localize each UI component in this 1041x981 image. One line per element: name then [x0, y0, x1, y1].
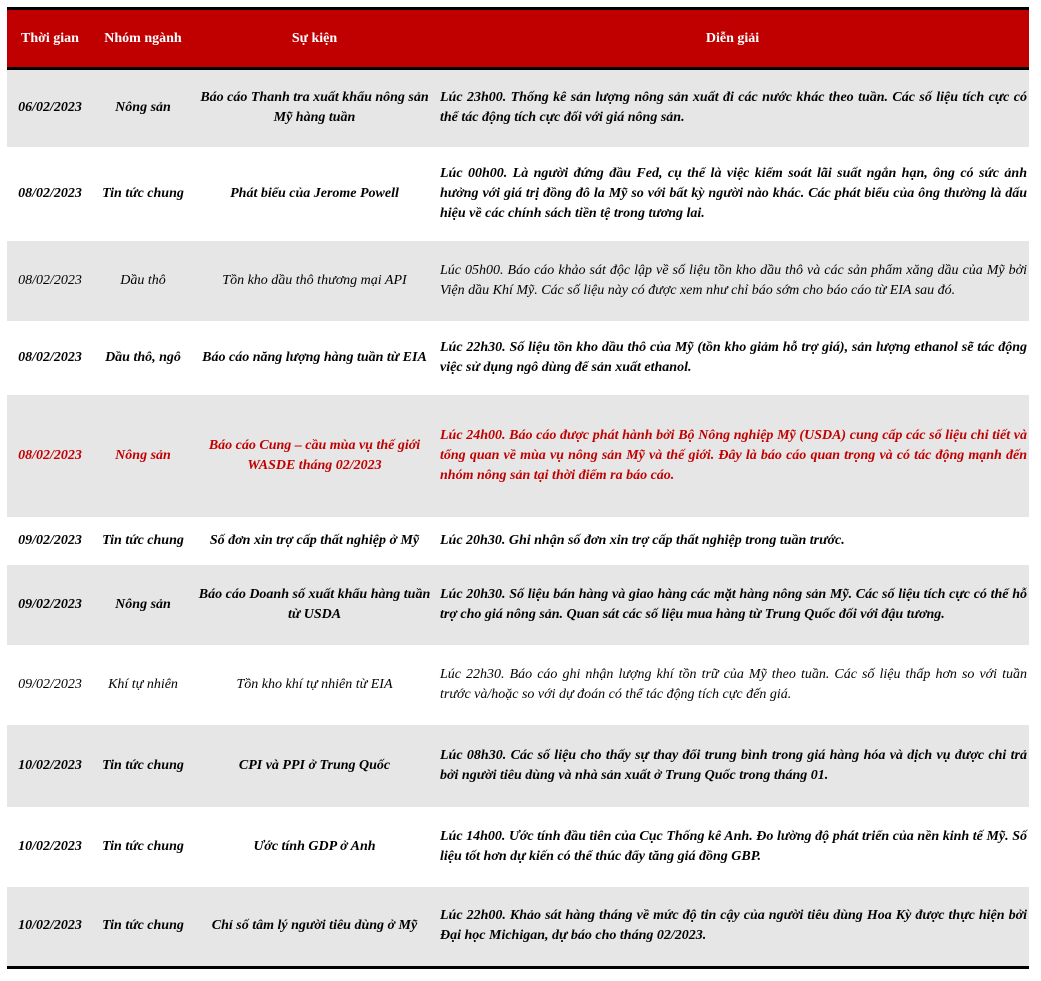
row-group: Dầu thô, ngô [93, 321, 193, 395]
row-description: Lúc 22h30. Báo cáo ghi nhận lượng khí tồn trữ của Mỹ theo tuần. Các số liệu thấp hơn so với tuần trước và/hoặc so với dự đoán có thể tác động tích cực đến giá. [436, 645, 1029, 725]
header-time: Thời gian [7, 9, 93, 69]
table-row [7, 725, 1029, 807]
table-header [7, 9, 1029, 69]
row-date: 09/02/2023 [7, 517, 93, 565]
row-date: 10/02/2023 [7, 887, 93, 968]
row-date: 08/02/2023 [7, 147, 93, 241]
row-group: Nông sản [93, 395, 193, 517]
row-event: Báo cáo Doanh số xuất khẩu hàng tuần từ USDA [193, 565, 436, 645]
row-description: Lúc 22h00. Khảo sát hàng tháng về mức độ tin cậy của người tiêu dùng Hoa Kỳ được thực hiện bởi Đại học Michigan, dự báo cho tháng 02/2023. [436, 887, 1029, 968]
row-description: Lúc 22h30. Số liệu tồn kho dầu thô của Mỹ (tồn kho giảm hỗ trợ giá), sản lượng ethanol sẽ tác động việc sử dụng ngô dùng để sản xuất ethanol. [436, 321, 1029, 395]
row-event: CPI và PPI ở Trung Quốc [193, 725, 436, 807]
row-group: Nông sản [93, 565, 193, 645]
row-description: Lúc 20h30. Ghi nhận số đơn xin trợ cấp thất nghiệp trong tuần trước. [436, 517, 1029, 565]
table-row [7, 887, 1029, 968]
table-body [7, 69, 1029, 968]
row-description: Lúc 05h00. Báo cáo khảo sát độc lập về số liệu tồn kho dầu thô và các sản phẩm xăng dầu của Mỹ bởi Viện dầu Khí Mỹ. Các số liệu này có được xem như chỉ báo sớm cho báo cáo từ EIA sau đó. [436, 241, 1029, 321]
row-group: Tin tức chung [93, 517, 193, 565]
table-row [7, 565, 1029, 645]
row-description: Lúc 20h30. Số liệu bán hàng và giao hàng các mặt hàng nông sản Mỹ. Các số liệu tích cực có thể hỗ trợ cho giá nông sản. Quan sát các số liệu mua hàng từ Trung Quốc đối với đậu tương. [436, 565, 1029, 645]
header-row [7, 9, 1029, 69]
row-event: Báo cáo năng lượng hàng tuần từ EIA [193, 321, 436, 395]
table-row-highlighted [7, 395, 1029, 517]
row-group: Dầu thô [93, 241, 193, 321]
table-row [7, 241, 1029, 321]
row-event: Chỉ số tâm lý người tiêu dùng ở Mỹ [193, 887, 436, 968]
table-row [7, 517, 1029, 565]
row-description: Lúc 23h00. Thống kê sản lượng nông sản xuất đi các nước khác theo tuần. Các số liệu tích cực có thể tác động tích cực đối với giá nông sản. [436, 69, 1029, 147]
row-event: Số đơn xin trợ cấp thất nghiệp ở Mỹ [193, 517, 436, 565]
table-row [7, 807, 1029, 887]
table-row [7, 645, 1029, 725]
row-event: Báo cáo Cung – cầu mùa vụ thế giới WASDE tháng 02/2023 [193, 395, 436, 517]
row-description: Lúc 14h00. Ước tính đầu tiên của Cục Thống kê Anh. Đo lường độ phát triển của nền kinh tế Mỹ. Số liệu tốt hơn dự kiến có thể thúc đẩy tăng giá đồng GBP. [436, 807, 1029, 887]
row-group: Tin tức chung [93, 725, 193, 807]
row-group: Tin tức chung [93, 147, 193, 241]
row-event: Tồn kho dầu thô thương mại API [193, 241, 436, 321]
row-description: Lúc 00h00. Là người đứng đầu Fed, cụ thể là việc kiểm soát lãi suất ngắn hạn, ông có sức ảnh hưởng với giá trị đồng đô la Mỹ so với bất kỳ người nào khác. Các phát biểu của ông thường là dấu hiệu về các chính sách tiền tệ trong tương lai. [436, 147, 1029, 241]
economic-calendar-table [7, 7, 1029, 969]
row-event: Phát biểu của Jerome Powell [193, 147, 436, 241]
calendar-table-container [7, 7, 1029, 969]
table-row [7, 321, 1029, 395]
row-description: Lúc 08h30. Các số liệu cho thấy sự thay đổi trung bình trong giá hàng hóa và dịch vụ được chi trả bởi người tiêu dùng và nhà sản xuất ở Trung Quốc trong tháng 01. [436, 725, 1029, 807]
row-group: Tin tức chung [93, 887, 193, 968]
row-date: 10/02/2023 [7, 807, 93, 887]
row-date: 08/02/2023 [7, 241, 93, 321]
row-event: Tồn kho khí tự nhiên từ EIA [193, 645, 436, 725]
table-row [7, 147, 1029, 241]
row-group: Nông sản [93, 69, 193, 147]
row-event: Báo cáo Thanh tra xuất khẩu nông sản Mỹ hàng tuần [193, 69, 436, 147]
header-event: Sự kiện [193, 9, 436, 69]
row-date: 09/02/2023 [7, 565, 93, 645]
row-date: 09/02/2023 [7, 645, 93, 725]
row-date: 10/02/2023 [7, 725, 93, 807]
row-date: 06/02/2023 [7, 69, 93, 147]
row-date: 08/02/2023 [7, 321, 93, 395]
header-group: Nhóm ngành [93, 9, 193, 69]
row-date: 08/02/2023 [7, 395, 93, 517]
row-group: Tin tức chung [93, 807, 193, 887]
table-row [7, 69, 1029, 147]
row-description: Lúc 24h00. Báo cáo được phát hành bởi Bộ Nông nghiệp Mỹ (USDA) cung cấp các số liệu chi tiết và tổng quan về mùa vụ nông sản Mỹ và thế giới. Đây là báo cáo quan trọng và có tác động mạnh đến nhóm nông sản tại thời điểm ra báo cáo. [436, 395, 1029, 517]
header-description: Diễn giải [436, 9, 1029, 69]
row-event: Ước tính GDP ở Anh [193, 807, 436, 887]
row-group: Khí tự nhiên [93, 645, 193, 725]
